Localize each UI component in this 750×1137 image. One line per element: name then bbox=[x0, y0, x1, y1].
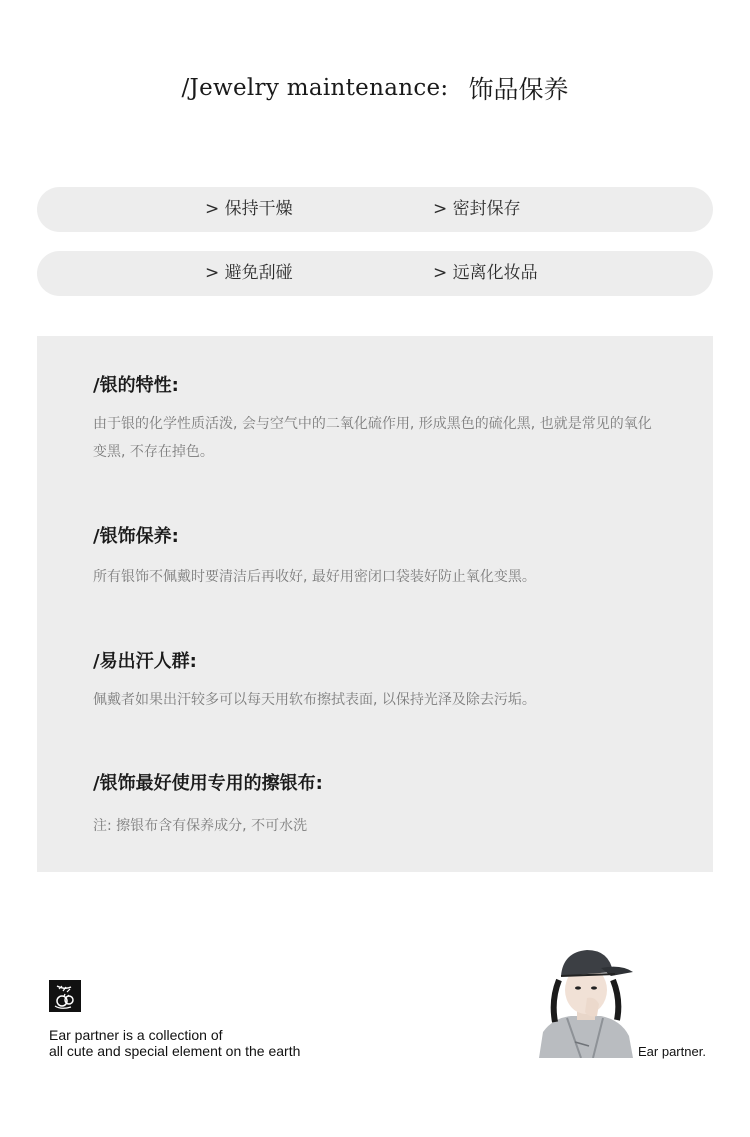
section-heading-sweat: /易出汗人群: bbox=[93, 651, 197, 672]
tip-row-1 bbox=[37, 187, 713, 232]
brand-name: Ear partner. bbox=[638, 1044, 706, 1059]
tip-sealed-storage: > 密封保存 bbox=[433, 199, 521, 219]
care-info-panel bbox=[37, 336, 713, 872]
page-title bbox=[0, 70, 750, 106]
section-body-sweat: 佩戴者如果出汗较多可以每天用软布擦拭表面, 以保持光泽及除去污垢。 bbox=[93, 692, 536, 708]
title-chinese: 饰品保养 bbox=[468, 75, 569, 104]
model-photo bbox=[537, 946, 635, 1058]
section-body-silver-properties: 由于银的化学性质活泼, 会与空气中的二氧化硫作用, 形成黑色的硫化黑, 也就是常见的氧化变黑, 不存在掉色。 bbox=[93, 416, 652, 460]
section-heading-silver-care: /银饰保养: bbox=[93, 526, 179, 547]
tagline-line-2: all cute and special element on the earth bbox=[49, 1043, 301, 1059]
tip-avoid-scratch: > 避免刮碰 bbox=[205, 263, 293, 283]
tip-keep-dry: > 保持干燥 bbox=[205, 199, 293, 219]
section-heading-silver-properties: /银的特性: bbox=[93, 375, 179, 396]
tip-row-2 bbox=[37, 251, 713, 296]
section-body-cloth: 注: 擦银布含有保养成分, 不可水洗 bbox=[93, 818, 308, 834]
brand-logo-icon bbox=[49, 980, 81, 1012]
section-heading-cloth: /银饰最好使用专用的擦银布: bbox=[93, 773, 323, 794]
tip-away-from-cosmetics: > 远离化妆品 bbox=[433, 263, 538, 283]
title-english: /Jewelry maintenance: bbox=[181, 75, 449, 101]
tagline-line-1: Ear partner is a collection of bbox=[49, 1027, 223, 1043]
brand-tagline bbox=[49, 1027, 300, 1059]
section-body-silver-care: 所有银饰不佩戴时要清洁后再收好, 最好用密闭口袋装好防止氧化变黑。 bbox=[93, 569, 536, 585]
